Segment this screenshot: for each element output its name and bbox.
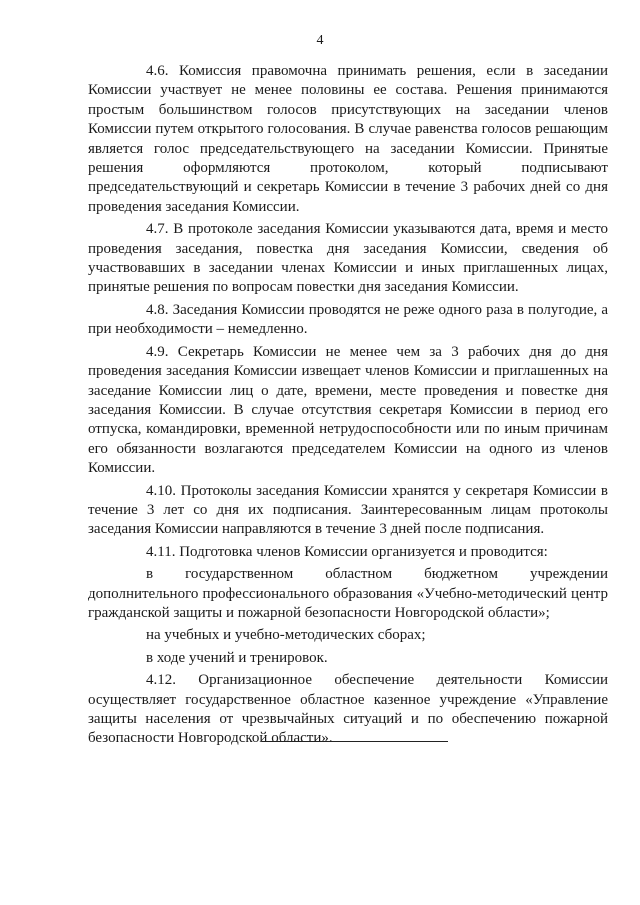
page-number: 4 [316, 33, 324, 48]
end-separator-line [262, 741, 448, 742]
paragraph-4-6: 4.6. Комиссия правомочна принимать решения, если в заседании Комиссии участвует не менее половины ее состава. Решения принимаются простым большинством голосов присутствующих на заседании членов Комиссии путем открытого голосования. В случае равенства голосов решающим является голос председательствующего на заседании Комиссии. Принятые решения оформляются протоколом, который подписывают председательствующий и секретарь Комиссии в течение 3 рабочих дней со дня проведения заседания Комиссии. [88, 63, 608, 215]
list-item: на учебных и учебно-методических сборах; [146, 627, 426, 644]
paragraph-4-9: 4.9. Секретарь Комиссии не менее чем за 3 рабочих дня до дня проведения заседания Комиссии извещает членов Комиссии и приглашенных на заседание Комиссии лиц о дате, времени, месте проведения и повестке дня заседания Комиссии. В случае отсутствия секретаря Комиссии в период его отпуска, командировки, временной нетрудоспособности или по иным причинам его обязанности возлагаются председателем Комиссии на одного из членов Комиссии. [88, 343, 608, 477]
paragraph-4-7: 4.7. В протоколе заседания Комиссии указываются дата, время и место проведения заседания, повестка дня заседания Комиссии, сведения об участвовавших в заседании членах Комиссии и иных приглашенных лицах, принятые решения по вопросам повестки дня заседания Комиссии. [88, 221, 608, 296]
paragraph-4-12: 4.12. Организационное обеспечение деятельности Комиссии осуществляет государственное областное казенное учреждение «Управление защиты населения от чрезвычайных ситуаций и по обеспечению пожарной безопасности Новгородской области». [88, 672, 608, 747]
document-body [88, 62, 608, 749]
paragraph-4-11: 4.11. Подготовка членов Комиссии организуется и проводится: [146, 543, 548, 560]
paragraph-4-10: 4.10. Протоколы заседания Комиссии хранятся у секретаря Комиссии в течение 3 лет со дня их подписания. Заинтересованным лицам протоколы заседания Комиссии направляются в течение 3 дней после подписания. [88, 482, 608, 538]
paragraph-4-8: 4.8. Заседания Комиссии проводятся не реже одного раза в полугодие, а при необходимости – немедленно. [88, 301, 608, 338]
list-item: в государственном областном бюджетном учреждении дополнительного профессионального образования «Учебно-методический центр гражданской защиты и пожарной безопасности Новгородской области»; [88, 566, 608, 621]
list-item: в ходе учений и тренировок. [146, 649, 328, 666]
